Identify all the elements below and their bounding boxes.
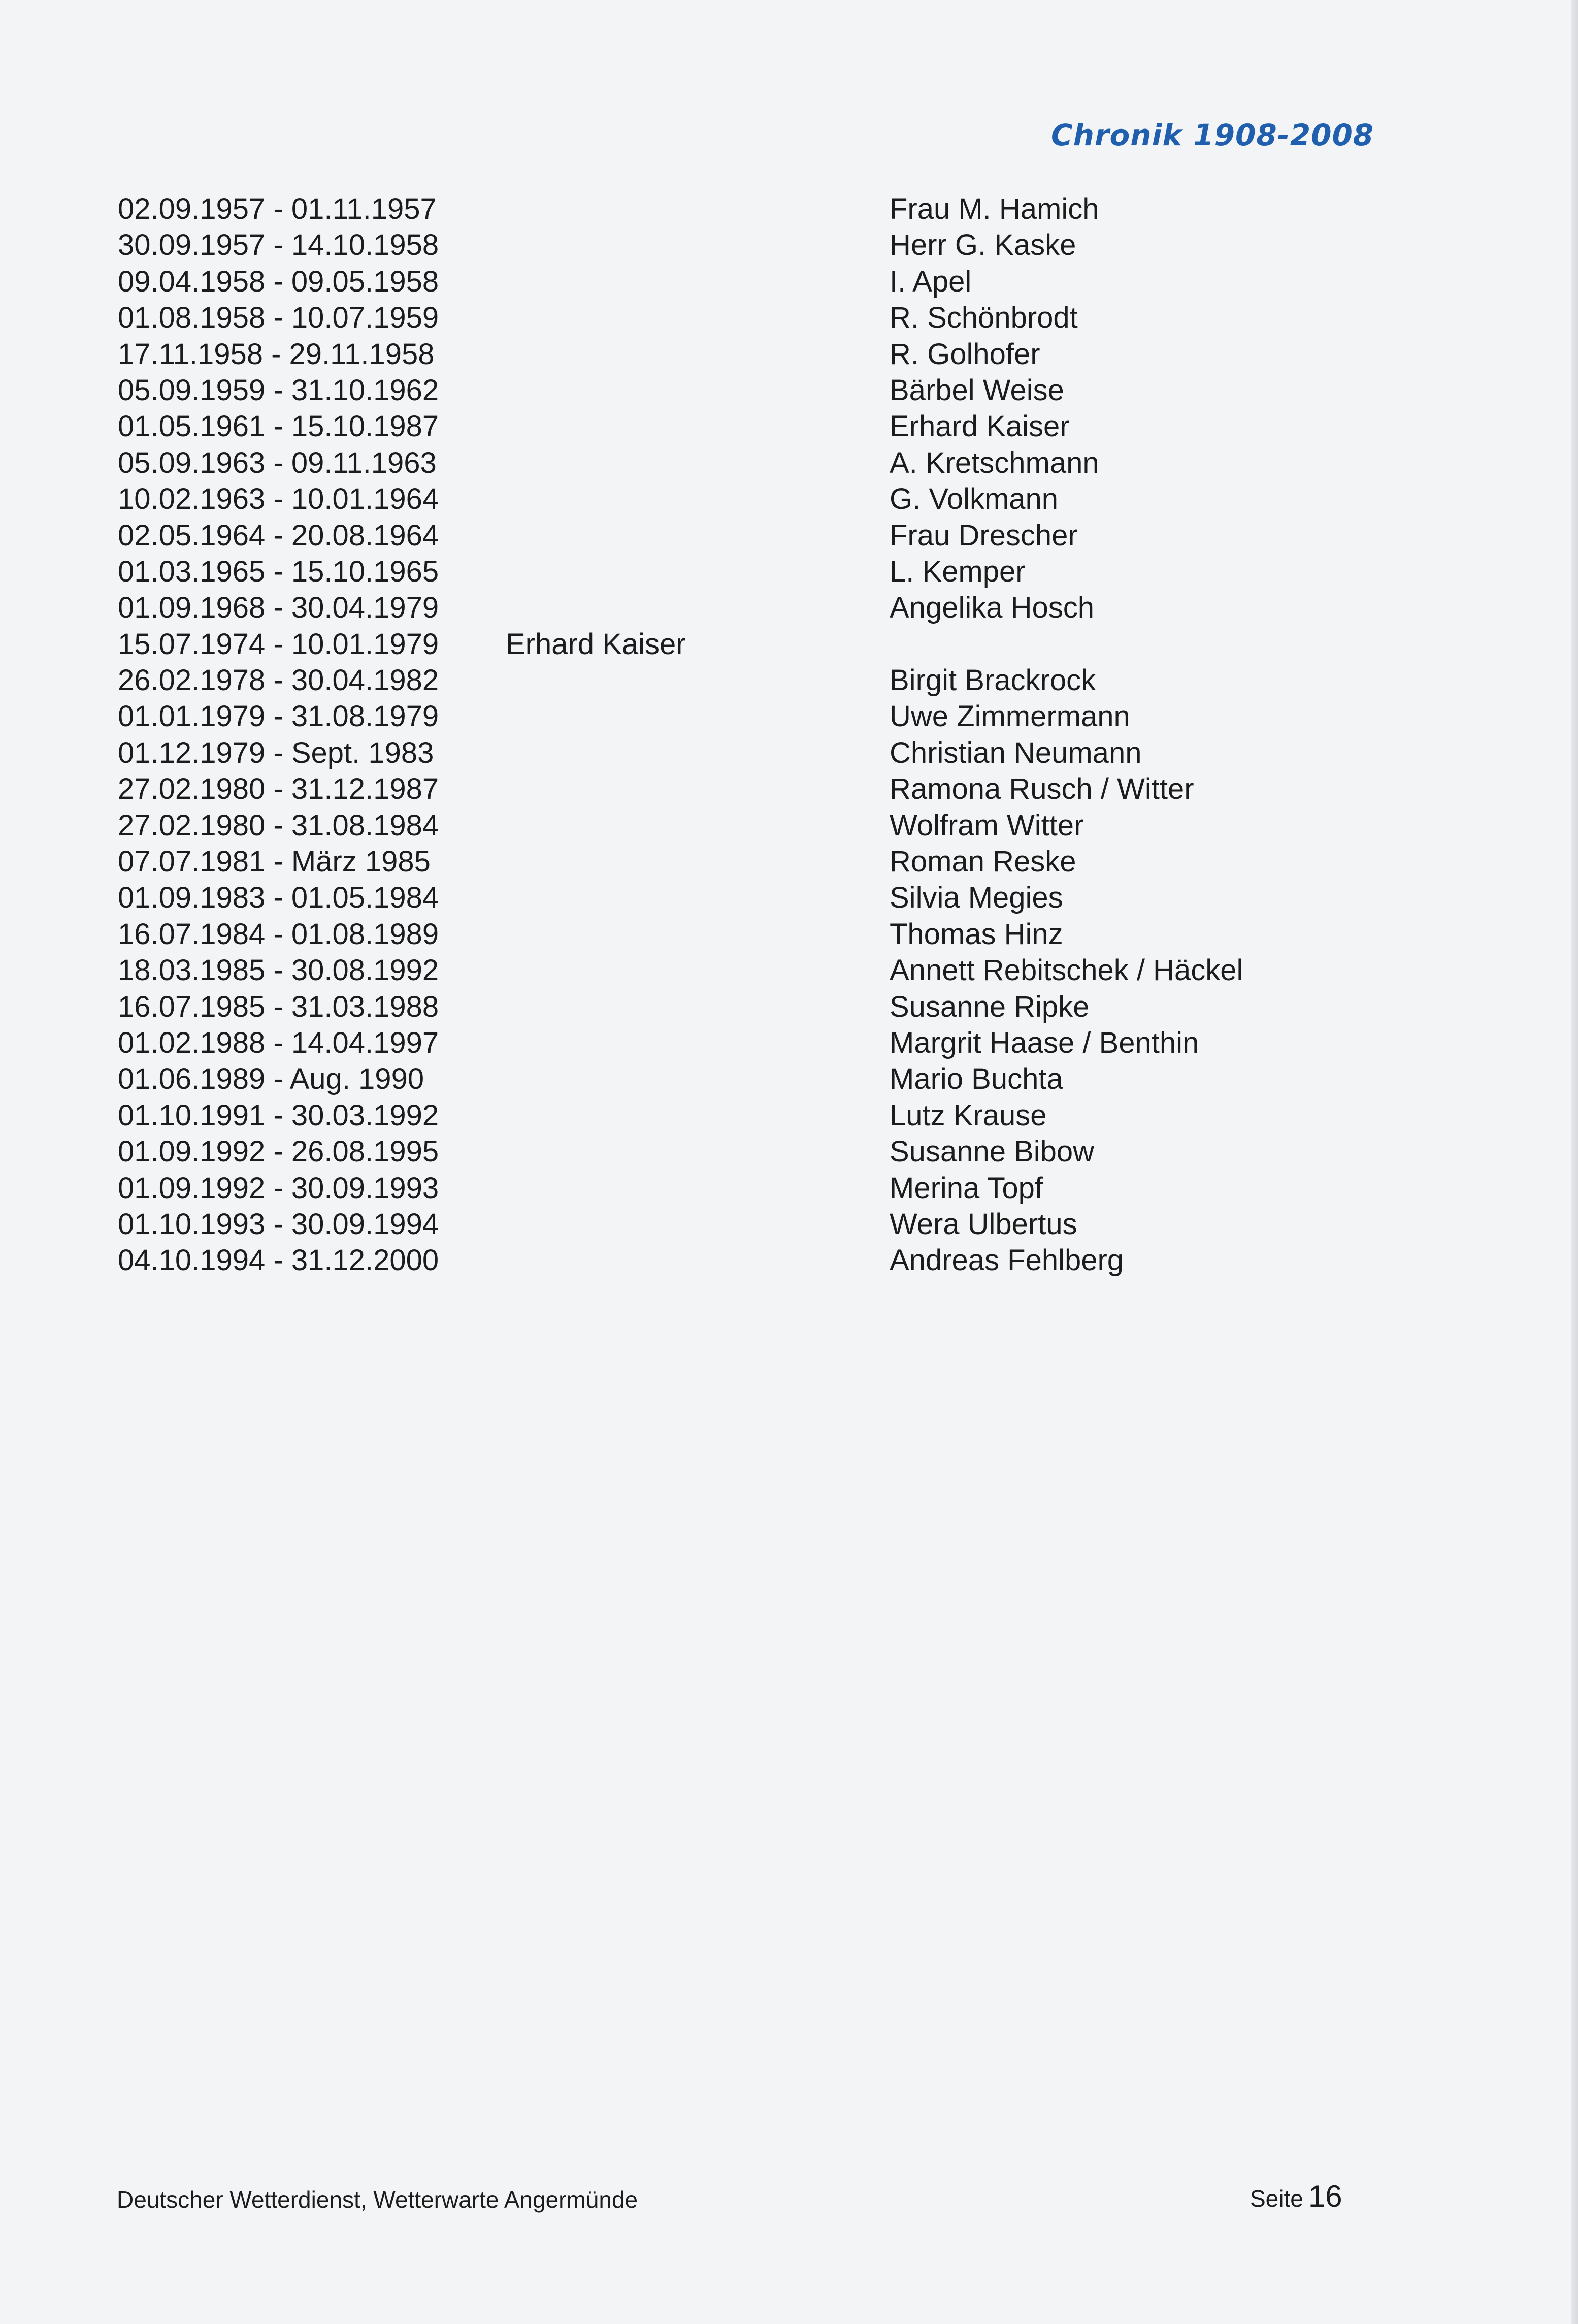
table-row bbox=[0, 1242, 1578, 1278]
table-row bbox=[0, 808, 1578, 844]
period-cell: 02.09.1957 - 01.11.1957 bbox=[118, 192, 437, 225]
period-cell: 05.09.1959 - 31.10.1962 bbox=[118, 373, 439, 407]
period-cell: 16.07.1984 - 01.08.1989 bbox=[118, 917, 439, 951]
footer-publisher: Deutscher Wetterdienst, Wetterwarte Angermünde bbox=[117, 2186, 638, 2213]
name-cell: Lutz Krause bbox=[890, 1099, 1047, 1132]
name-cell: Ramona Rusch / Witter bbox=[890, 772, 1194, 806]
name-cell: Uwe Zimmermann bbox=[890, 700, 1130, 733]
table-row bbox=[0, 952, 1578, 988]
name-cell: Frau M. Hamich bbox=[890, 192, 1099, 225]
period-cell: 18.03.1985 - 30.08.1992 bbox=[118, 954, 439, 987]
table-row bbox=[0, 590, 1578, 626]
name-cell: Susanne Ripke bbox=[890, 990, 1090, 1023]
table-row bbox=[0, 408, 1578, 444]
period-cell: 01.02.1988 - 14.04.1997 bbox=[118, 1026, 439, 1059]
period-cell: 09.04.1958 - 09.05.1958 bbox=[118, 265, 439, 298]
period-cell: 01.09.1983 - 01.05.1984 bbox=[118, 881, 439, 915]
name-cell: Mario Buchta bbox=[890, 1062, 1063, 1096]
name-cell: Bärbel Weise bbox=[890, 373, 1064, 407]
name-cell: G. Volkmann bbox=[890, 482, 1059, 516]
period-cell: 01.09.1968 - 30.04.1979 bbox=[118, 591, 439, 625]
period-cell: 16.07.1985 - 31.03.1988 bbox=[118, 990, 439, 1023]
table-row bbox=[0, 372, 1578, 408]
period-cell: 05.09.1963 - 09.11.1963 bbox=[118, 446, 437, 479]
name-cell: Birgit Brackrock bbox=[890, 664, 1096, 697]
name-cell: Andreas Fehlberg bbox=[890, 1244, 1124, 1277]
table-row bbox=[0, 227, 1578, 263]
name-cell: Thomas Hinz bbox=[890, 917, 1063, 951]
table-row bbox=[0, 626, 1578, 662]
period-cell: 01.10.1991 - 30.03.1992 bbox=[118, 1099, 439, 1132]
period-cell: 01.06.1989 - Aug. 1990 bbox=[118, 1062, 424, 1096]
name-cell: Frau Drescher bbox=[890, 519, 1078, 552]
page-label: Seite bbox=[1250, 2185, 1303, 2212]
table-row bbox=[0, 1025, 1578, 1061]
period-cell: 01.09.1992 - 26.08.1995 bbox=[118, 1135, 439, 1169]
period-cell: 26.02.1978 - 30.04.1982 bbox=[118, 664, 439, 697]
table-row bbox=[0, 1134, 1578, 1170]
page-number: 16 bbox=[1308, 2179, 1342, 2213]
name-cell: Margrit Haase / Benthin bbox=[890, 1026, 1199, 1059]
table-row bbox=[0, 698, 1578, 734]
period-cell: 01.10.1993 - 30.09.1994 bbox=[118, 1207, 439, 1241]
period-cell: 01.08.1958 - 10.07.1959 bbox=[118, 301, 439, 335]
name-cell: Wolfram Witter bbox=[890, 809, 1084, 842]
staff-chronology-table bbox=[0, 191, 1578, 1279]
period-cell: 01.12.1979 - Sept. 1983 bbox=[118, 736, 434, 769]
table-row bbox=[0, 1061, 1578, 1097]
name-cell: I. Apel bbox=[890, 265, 972, 298]
table-row bbox=[0, 191, 1578, 227]
table-row bbox=[0, 1170, 1578, 1206]
footer-page-number bbox=[1250, 2179, 1342, 2214]
name-cell: Merina Topf bbox=[890, 1171, 1043, 1205]
period-cell: 02.05.1964 - 20.08.1964 bbox=[118, 519, 439, 552]
period-cell: 15.07.1974 - 10.01.1979 bbox=[118, 627, 439, 661]
name-cell: Wera Ulbertus bbox=[890, 1207, 1077, 1241]
name-cell: Silvia Megies bbox=[890, 881, 1063, 915]
note-cell: Erhard Kaiser bbox=[506, 627, 686, 661]
period-cell: 10.02.1963 - 10.01.1964 bbox=[118, 482, 439, 516]
table-row bbox=[0, 771, 1578, 807]
table-row bbox=[0, 916, 1578, 952]
name-cell: Annett Rebitschek / Häckel bbox=[890, 954, 1243, 987]
table-row bbox=[0, 300, 1578, 336]
table-row bbox=[0, 481, 1578, 517]
chronicle-header-title: Chronik 1908-2008 bbox=[1051, 118, 1374, 152]
table-row bbox=[0, 989, 1578, 1025]
table-row bbox=[0, 518, 1578, 554]
name-cell: Angelika Hosch bbox=[890, 591, 1094, 625]
name-cell: R. Schönbrodt bbox=[890, 301, 1078, 335]
table-row bbox=[0, 264, 1578, 300]
name-cell: A. Kretschmann bbox=[890, 446, 1099, 479]
name-cell: Christian Neumann bbox=[890, 736, 1142, 769]
table-row bbox=[0, 880, 1578, 916]
period-cell: 27.02.1980 - 31.12.1987 bbox=[118, 772, 439, 806]
name-cell: R. Golhofer bbox=[890, 337, 1040, 371]
period-cell: 01.05.1961 - 15.10.1987 bbox=[118, 410, 439, 443]
table-row bbox=[0, 1098, 1578, 1134]
period-cell: 30.09.1957 - 14.10.1958 bbox=[118, 229, 439, 262]
period-cell: 17.11.1958 - 29.11.1958 bbox=[118, 337, 435, 371]
table-row bbox=[0, 662, 1578, 698]
name-cell: Susanne Bibow bbox=[890, 1135, 1095, 1169]
name-cell: Erhard Kaiser bbox=[890, 410, 1070, 443]
table-row bbox=[0, 445, 1578, 481]
name-cell: Herr G. Kaske bbox=[890, 229, 1076, 262]
period-cell: 01.09.1992 - 30.09.1993 bbox=[118, 1171, 439, 1205]
table-row bbox=[0, 844, 1578, 880]
table-row bbox=[0, 1206, 1578, 1242]
table-row bbox=[0, 336, 1578, 372]
period-cell: 27.02.1980 - 31.08.1984 bbox=[118, 809, 439, 842]
table-row bbox=[0, 554, 1578, 590]
name-cell: L. Kemper bbox=[890, 555, 1026, 588]
name-cell: Roman Reske bbox=[890, 845, 1076, 879]
period-cell: 01.03.1965 - 15.10.1965 bbox=[118, 555, 439, 588]
table-row bbox=[0, 735, 1578, 771]
period-cell: 01.01.1979 - 31.08.1979 bbox=[118, 700, 439, 733]
period-cell: 07.07.1981 - März 1985 bbox=[118, 845, 431, 879]
period-cell: 04.10.1994 - 31.12.2000 bbox=[118, 1244, 439, 1277]
